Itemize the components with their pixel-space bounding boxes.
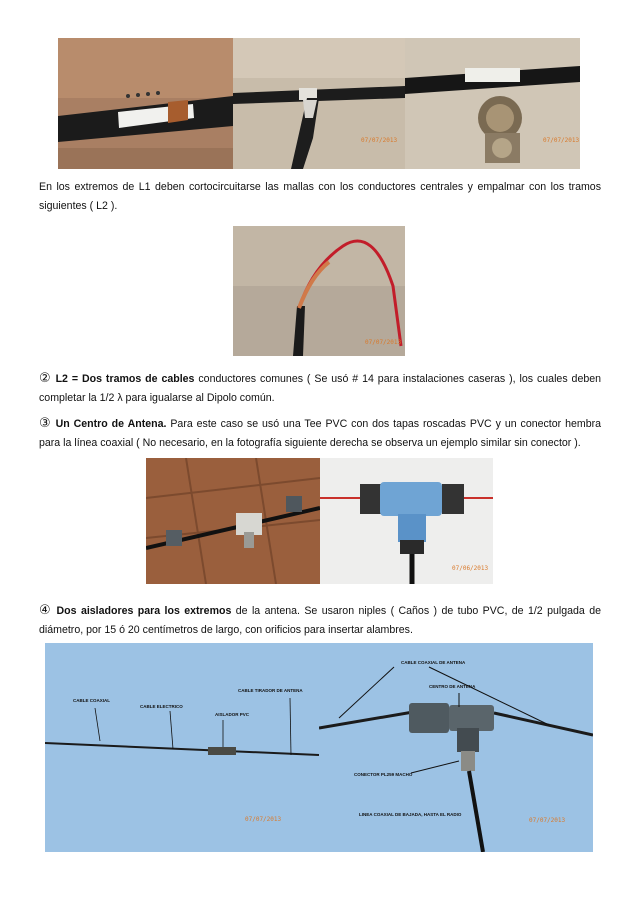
photo-date: 07/07/2013 — [245, 816, 282, 823]
photo-coax-braid-shorted — [58, 38, 233, 169]
paragraph-heading: Dos aisladores para los extremos — [56, 605, 232, 617]
label-linea-coaxial: LINEA COAXIAL DE BAJADA, HASTA EL RADIO — [359, 812, 462, 817]
label-aislador: AISLADOR PVC — [215, 712, 250, 717]
paragraph-text: de la antena. Se usaron niples ( Caños ) de tubo PVC, de 1/2 pulgada de diámetro, por 15 ó 20 centímetros de largo, con orificios para insertar alambres. — [39, 605, 601, 636]
paragraph-heading: Un Centro de Antena. — [55, 418, 167, 430]
paragraph-l1-ends — [39, 178, 601, 216]
paragraph-text: Para este caso se usó una Tee PVC con dos tapas roscadas PVC y un conector hembra para la línea coaxial ( No necesario, en la fotografía siguiente derecha se observa un ejemplo similar sin conector ). — [39, 418, 602, 449]
photo-coax-center-junction — [233, 38, 405, 169]
paragraph-l2 — [39, 368, 601, 408]
photo-antenna-center-sky — [319, 643, 593, 852]
paragraph-insulators — [39, 600, 601, 640]
svg-text:07/07/2013: 07/07/2013 — [543, 137, 580, 144]
svg-text:07/07/2013: 07/07/2013 — [365, 339, 402, 346]
label-conector: CONECTOR PL259 MACHO — [354, 772, 413, 777]
photo-date: 07/07/2013 — [529, 817, 566, 824]
label-centro-antena: CENTRO DE ANTENA — [429, 684, 476, 689]
paragraph-text: conductores comunes ( Se usó # 14 para instalaciones caseras ), los cuales deben completar la 1/2 λ para igualarse al Dipolo común. — [39, 373, 602, 404]
number-marker: ④ — [39, 602, 53, 617]
photo-coax-so239-connector — [405, 38, 580, 169]
photo-antenna-insulator-sky — [45, 643, 319, 852]
paragraph-text: En los extremos de L1 deben cortocircuitarse las mallas con los conductores centrales y empalmar con los tramos siguientes ( L2 ). — [39, 181, 601, 212]
number-marker: ② — [39, 370, 52, 385]
paragraph-center — [39, 413, 601, 453]
label-cable-coaxial: CABLE COAXIAL — [73, 698, 110, 703]
photo-tee-connector-tiles — [146, 458, 320, 584]
svg-text:07/07/2013: 07/07/2013 — [361, 137, 398, 144]
label-cable-coaxial-antena: CABLE COAXIAL DE ANTENA — [401, 660, 466, 665]
paragraph-heading: L2 = Dos tramos de cables — [55, 373, 195, 385]
svg-text:07/06/2013: 07/06/2013 — [452, 565, 489, 572]
number-marker: ③ — [39, 415, 52, 430]
label-cable-tirador: CABLE TIRADOR DE ANTENA — [238, 688, 303, 693]
photo-tee-pvc-blue — [320, 458, 493, 584]
label-cable-electrico: CABLE ELECTRICO — [140, 704, 183, 709]
photo-red-wire-splice — [233, 226, 405, 356]
